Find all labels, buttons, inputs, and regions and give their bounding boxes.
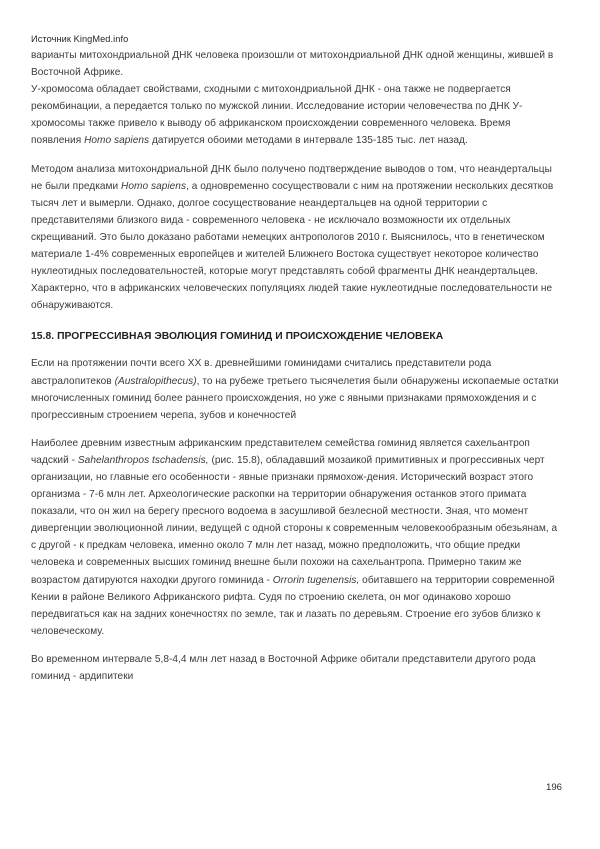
latin-name-sahelanthropos-tschadensis: Sahelanthropos tschadensis, xyxy=(77,454,209,466)
paragraph-continuation: варианты митохондриальной ДНК человека произошли от митохондриальной ДНК одной женщины, жившей в Восточной Африке. xyxy=(31,50,554,79)
paragraph-sahelanthropus xyxy=(31,435,562,640)
paragraph-text-segment: (рис. 15.8), обладавший мозаикой примитивных и прогрессивных черт организации, но главные его особенности - явные признаки прямохож-дения. Исторический возраст этого организма - 7-6 млн лет. Археологические раскопки на территории обнаружения останков этого примата показали, что он жил на берегу пресного водоема в засушливой безлесной местности. Зная, что момент дивергенции эволюционной линии, ведущей с одной стороны к современным человекообразным обезьянам, а с другой - к предкам человека, именно около 7 млн лет назад, можно предположить, что общие предки человека и современных высших гоминид внешне были похожи на сахельантропа. Примерно таким же возрастом датируются находки другого гоминида - xyxy=(31,454,558,586)
paragraph-text-segment: Методом анализа митохондриальной ДНК было получено подтверждение выводов о том, что неандертальцы не были предками xyxy=(31,163,552,192)
paragraph-text-segment: датируется обоими методами в интервале 135-185 тыс. лет назад. xyxy=(149,135,468,147)
paragraph-text-segment: У-хромосома обладает свойствами, сходными с митохондриальной ДНК - она также не подвергается рекомбинации, а передается только по мужской линии. Исследование истории человечества по ДНК У-хромосомы также привело к выводу об африканском происхождении современного человека. Время появления xyxy=(31,84,523,147)
paragraph-text-segment: , а одновременно сосуществовали с ним на протяжении нескольких десятков тысяч лет и вымерли. Однако, долгое сосуществование неандертальцев на одной территории с представителями близкого вида - современного человека - не исключало возможности их отдельных скрещиваний. Это было доказано работами немецких антропологов 2010 г. Выяснилось, что в генетическом материале 1-4% современных европейцев и жителей Ближнего Востока существует некоторое количество нуклеотидных последовательностей, которые могут представлять собой фрагменты ДНК неандертальцев. Характерно, что в африканских человеческих популяциях людей такие нуклеотидные последовательности не обнаруживаются. xyxy=(31,180,554,312)
latin-name-homo-sapiens: Homo sapiens xyxy=(121,180,187,192)
latin-name-orrorin-tugenensis: Orrorin tugenensis, xyxy=(272,574,360,586)
paragraph-text-segment: Наиболее древним известным африканским представителем семейства гоминид является сахельантроп чадский - xyxy=(31,437,530,466)
page-number: 196 xyxy=(545,782,562,793)
latin-name-australopithecus: (Australopithecus) xyxy=(114,375,197,387)
latin-name-homo-sapiens: Homo sapiens xyxy=(84,135,150,147)
paragraph-australopithecus xyxy=(31,355,562,423)
paragraph-text-segment: Если на протяжении почти всего ХХ в. древнейшими гоминидами считались представители рода австралопитеков xyxy=(31,358,492,387)
section-heading: 15.8. ПРОГРЕССИВНАЯ ЭВОЛЮЦИЯ ГОМИНИД И ПРОИСХОЖДЕНИЕ ЧЕЛОВЕКА xyxy=(31,331,444,343)
paragraph-neanderthal-dna xyxy=(31,161,562,315)
document-body xyxy=(31,47,562,696)
paragraph-text-segment: , то на рубеже третьего тысячелетия были обнаружены ископаемые остатки многочисленных гоминид более раннего происхождения, но уже с явными признаками прямохождения и с прогрессивным строением черепа, зубов и конечностей xyxy=(31,375,559,421)
paragraph-text-segment: обитавшего на территории современной Кении в районе Великого Африканского рифта. Судя по строению скелета, он мог одинаково хорошо передвигаться как на задних конечностях по земле, так и лазать по деревьям. Строение его зубов близко к человеческому. xyxy=(31,574,555,637)
paragraph-ardipithecus: Во временном интервале 5,8-4,4 млн лет назад в Восточной Африке обитали представители другого рода гоминид - ардипитеки xyxy=(31,653,536,682)
paragraph-y-chromosome xyxy=(31,81,562,149)
source-attribution: Источник KingMed.info xyxy=(31,34,129,44)
